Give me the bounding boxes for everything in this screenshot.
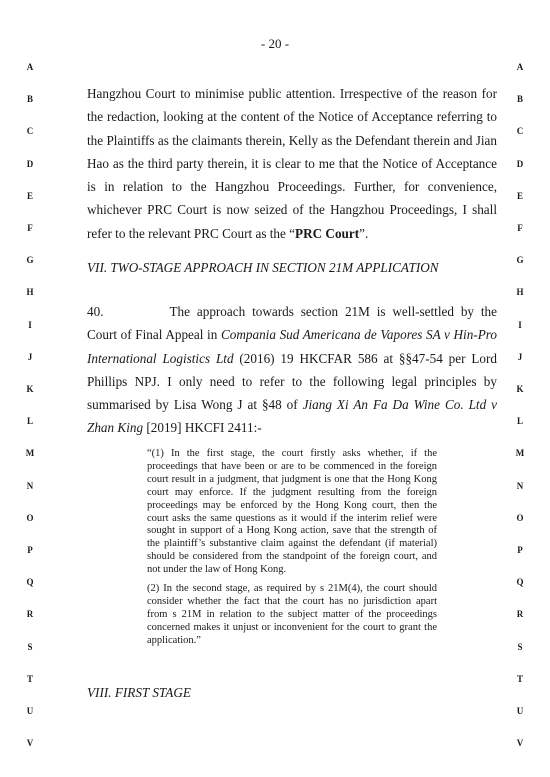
paragraph-40	[87, 300, 497, 440]
margin-letter: L	[516, 416, 523, 427]
section-heading-vii: VII. TWO-STAGE APPROACH IN SECTION 21M APPLICATION	[87, 260, 439, 275]
margin-letter: U	[26, 706, 34, 716]
margin-letter: V	[516, 738, 524, 749]
margin-letter: Q	[516, 577, 524, 588]
margin-letter: K	[26, 384, 34, 394]
margin-letter: S	[27, 641, 33, 652]
margin-letter: V	[26, 738, 34, 749]
paragraph-text: [2019] HKCFI 2411:-	[143, 420, 262, 436]
case-name: Compania Sud Americana de Vapores SA v Hin-Pro International Logistics Ltd	[87, 327, 497, 366]
margin-letter: C	[516, 126, 524, 137]
margin-letter: G	[26, 255, 34, 266]
margin-letter: F	[27, 223, 33, 233]
paragraph-text: Hangzhou Court to minimise public attention. Irrespective of the reason for the redaction, looking at the content of the Notice of Acceptance referring to the Plaintiffs as the claimants therein, Kelly as the Defendant therein and Jian Hao as the third party therein, it is clear to me that the Notice of Acceptance is in relation to the Hangzhou Proceedings. Further, for convenience, whichever PRC Court is now seized of the Hangzhou Proceedings, I shall refer to the relevant PRC Court as the “	[87, 86, 497, 241]
margin-letter: J	[27, 351, 33, 362]
paragraph-number: 40.	[87, 304, 104, 319]
margin-letter: D	[516, 158, 524, 169]
margin-letter: T	[516, 673, 523, 684]
margin-letter: H	[26, 287, 34, 298]
paragraph-text: (2016) 19 HKCFAR 586 at §§47-54 per Lord Phillips NPJ. I only need to refer to the following legal principles by summarised by Lisa Wong J at §48 of	[87, 350, 497, 413]
case-name: Jiang Xi An Fa Da Wine Co. Ltd v Zhan King	[87, 397, 497, 436]
margin-letter: B	[26, 94, 33, 105]
margin-letter: P	[517, 545, 523, 555]
margin-letter: N	[26, 480, 34, 491]
margin-letter: I	[28, 319, 32, 330]
margin-letter: C	[26, 126, 34, 137]
block-quote	[147, 448, 437, 654]
margin-letter: T	[26, 673, 33, 684]
margin-letter: A	[516, 62, 524, 72]
margin-letter: G	[516, 255, 524, 266]
margin-letter: D	[26, 158, 34, 169]
quote-paragraph: “(1) In the first stage, the court firstly asks whether, if the proceedings that have been or are to be commenced in the foreign court result in a judgment, that judgment is one that the Hong Kong court may enforce. If the judgment resulting from the foreign proceedings may be enforced by the Hong Kong court, then the court asks the same questions as it would if the interim relief were sought in support of a Hong Kong action, save that the strength of the plaintiff’s substantive claim against the defendant (if material) should be considered from the standpoint of the foreign court, and not under the law of Hong Kong.	[147, 448, 437, 576]
margin-letter: M	[515, 448, 525, 459]
margin-letter: R	[516, 609, 524, 620]
paragraph-text: ”.	[359, 225, 369, 241]
margin-letter: U	[516, 706, 524, 716]
margin-letter: I	[518, 319, 522, 330]
margin-letter: M	[25, 448, 35, 459]
margin-letter: S	[517, 641, 523, 652]
margin-letter: K	[516, 384, 524, 394]
margin-letter: B	[516, 94, 523, 105]
margin-letter: F	[517, 223, 523, 233]
margin-letter: N	[516, 480, 524, 491]
paragraph-text: The approach towards section 21M is well-settled by the Court of Final Appeal in	[87, 304, 497, 343]
margin-letter: O	[516, 512, 524, 523]
margin-letter: L	[26, 416, 33, 427]
defined-term: PRC Court	[295, 225, 360, 241]
margin-letter: J	[517, 351, 523, 362]
margin-letter: O	[26, 512, 34, 523]
quote-paragraph: (2) In the second stage, as required by s 21M(4), the court should consider whether the fact that the court has no jurisdiction apart from s 21M in relation to the subject matter of the proceedings concerned makes it unjust or inconvenient for the court to grant the application.”	[147, 583, 437, 646]
margin-letter: Q	[26, 577, 34, 588]
section-heading-viii: VIII. FIRST STAGE	[87, 685, 191, 700]
page-number: - 20 -	[260, 36, 290, 51]
margin-letter: H	[516, 287, 524, 298]
margin-letter: R	[26, 609, 34, 620]
margin-letter: E	[516, 190, 523, 201]
paragraph-continuation	[87, 82, 497, 245]
margin-letter: P	[27, 545, 33, 555]
margin-letter: A	[26, 62, 34, 72]
margin-letter: E	[26, 190, 33, 201]
